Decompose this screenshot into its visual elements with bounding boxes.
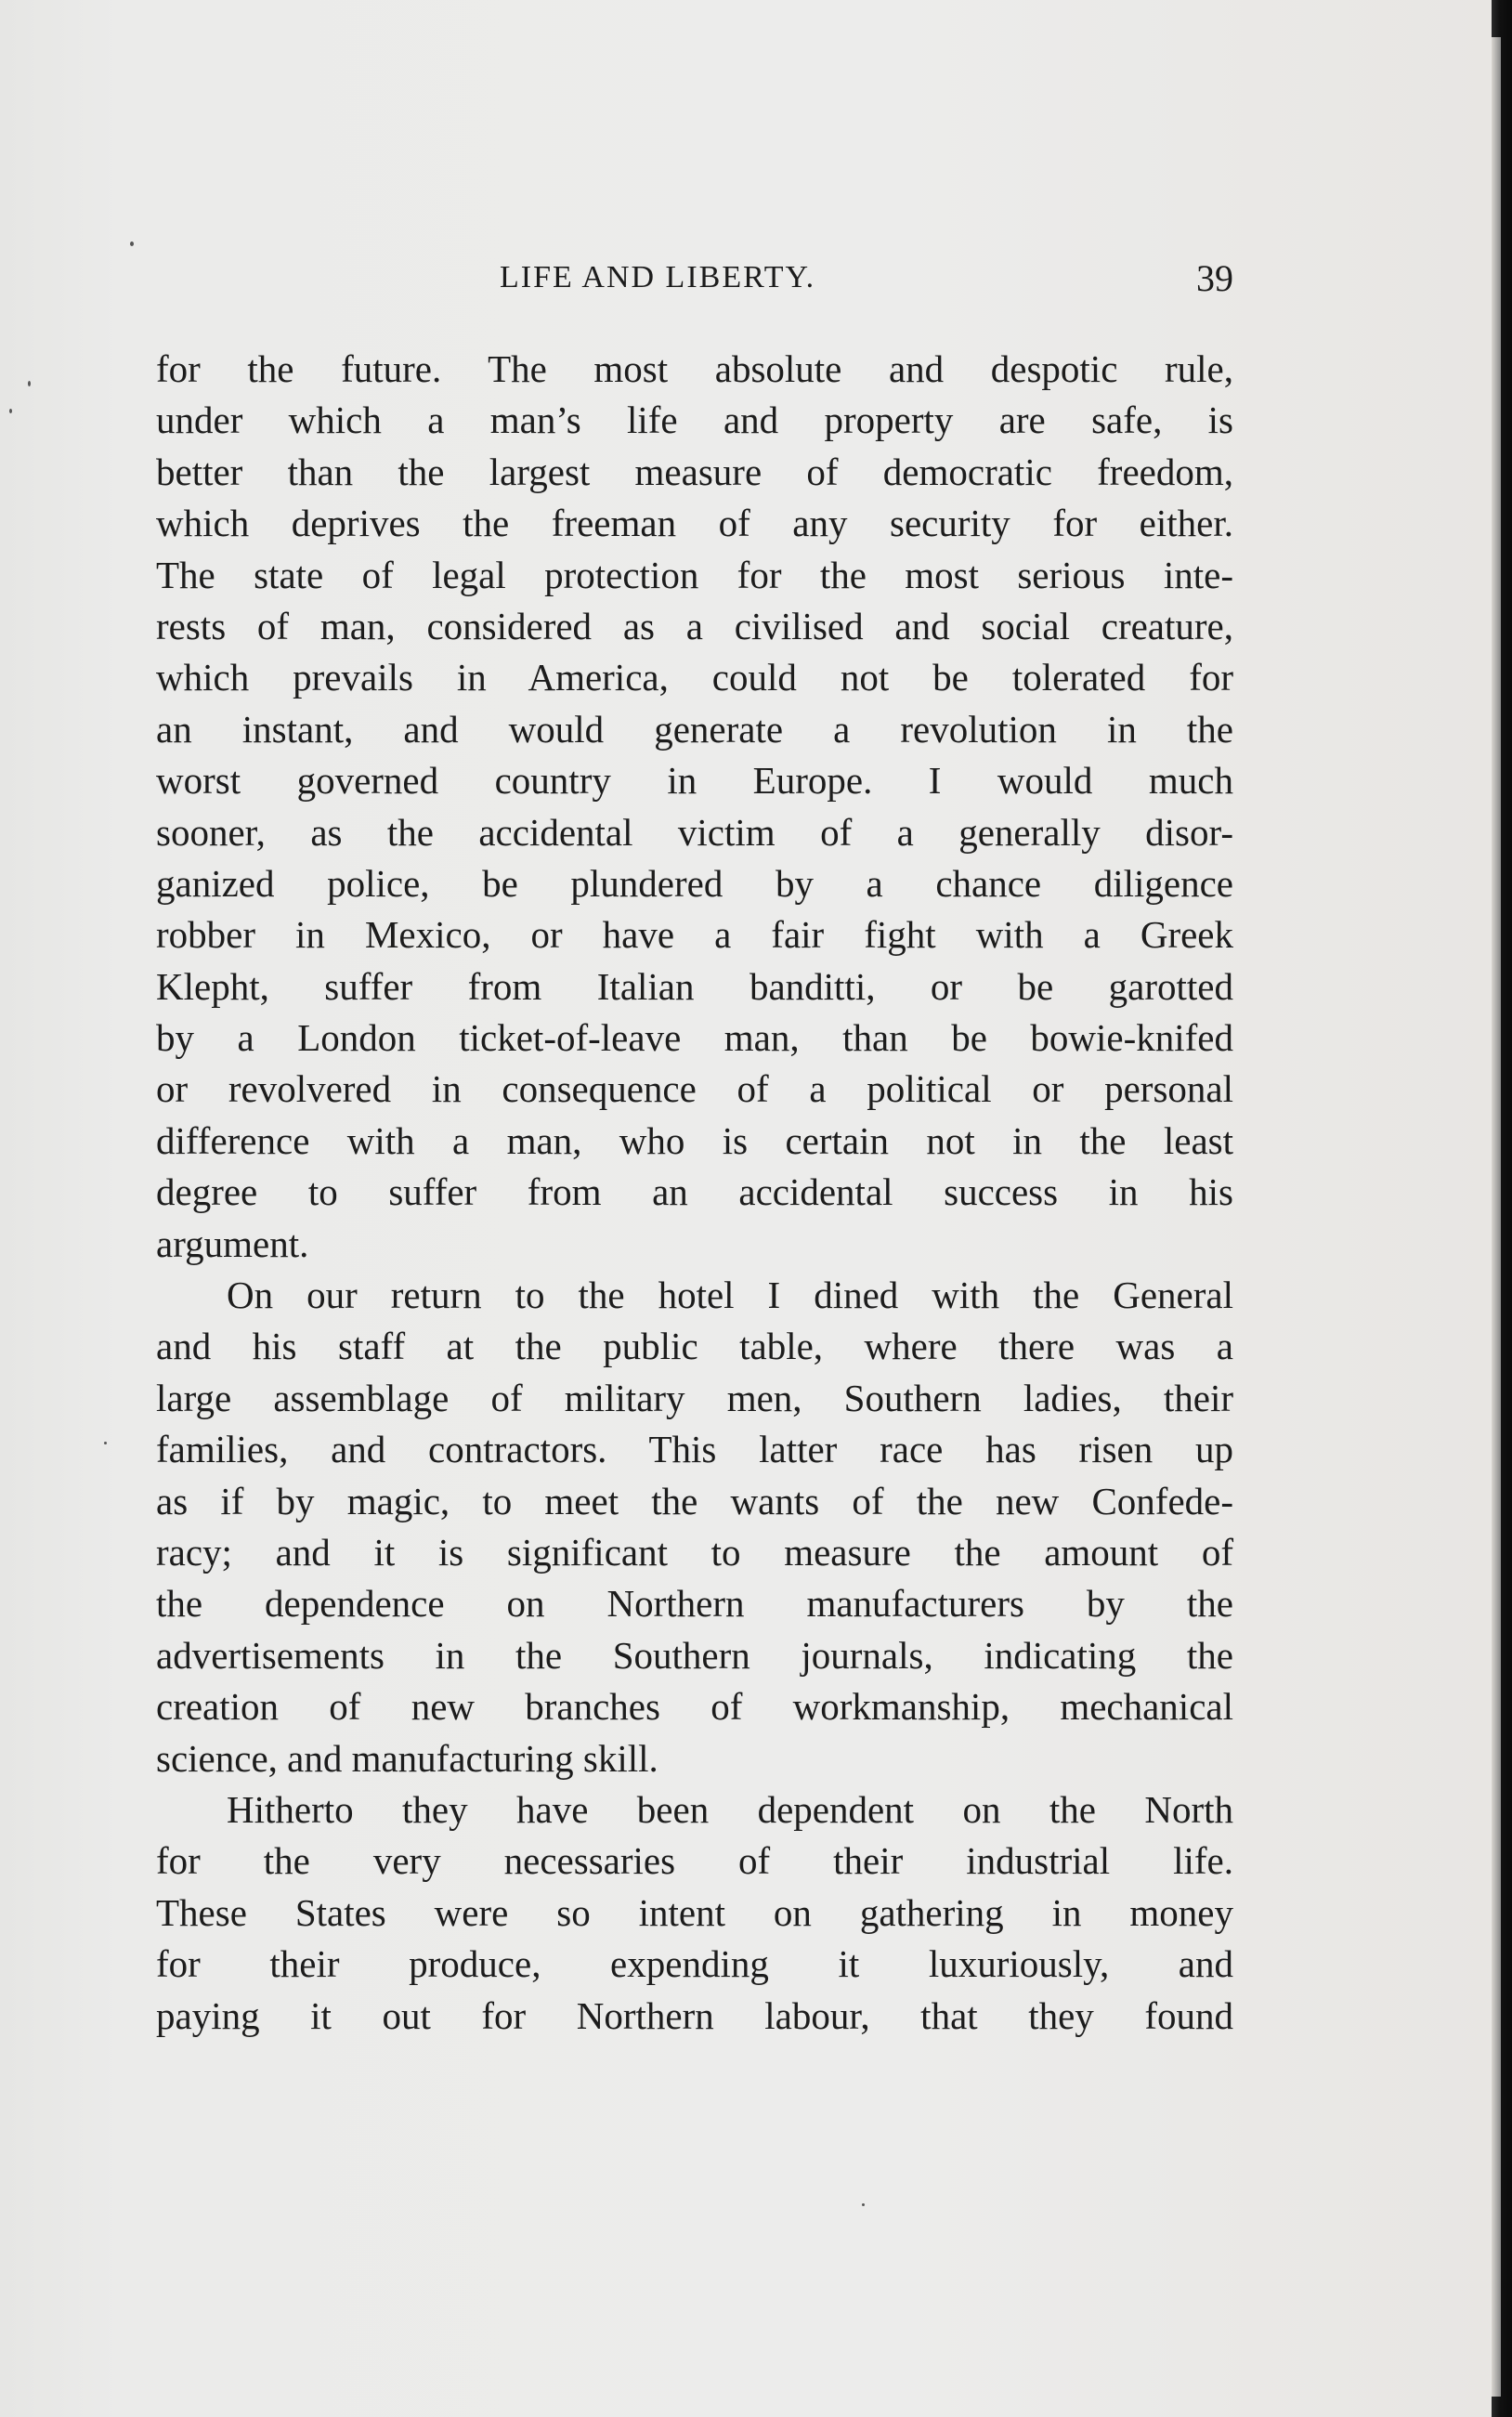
page-edge <box>1492 37 1501 2397</box>
text-line: large assemblage of military men, Southern ladies, their <box>156 1376 1233 1419</box>
text-line: ganized police, be plundered by a chance diligence <box>156 861 1233 905</box>
text-line: creation of new branches of workmanship, mechanical <box>156 1685 1233 1729</box>
text-line: robber in Mexico, or have a fair fight with a Greek <box>156 913 1233 957</box>
text-line: Hitherto they have been dependent on the North <box>227 1787 1233 1831</box>
text-line: which prevails in America, could not be tolerated for <box>156 656 1233 699</box>
text-line: for the very necessaries of their industrial life. <box>156 1839 1233 1883</box>
text-line: or revolvered in consequence of a political or personal <box>156 1067 1233 1111</box>
text-line: families, and contractors. This latter race has risen up <box>156 1428 1233 1471</box>
ink-speck <box>104 1442 107 1444</box>
text-line: worst governed country in Europe. I would much <box>156 759 1233 803</box>
text-line: the dependence on Northern manufacturers by the <box>156 1582 1233 1626</box>
paragraph <box>156 1270 1233 1784</box>
text-line: paying it out for Northern labour, that they found <box>156 1993 1233 2037</box>
ink-speck <box>130 242 134 246</box>
text-line: racy; and it is significant to measure the amount of <box>156 1530 1233 1574</box>
text-line: as if by magic, to meet the wants of the new Confede- <box>156 1479 1233 1522</box>
text-line: for the future. The most absolute and despotic rule, <box>156 347 1233 390</box>
page-edge-shadow <box>1492 0 1512 2417</box>
text-line: under which a man’s life and property are safe, is <box>156 398 1233 442</box>
text-line: an instant, and would generate a revolution in the <box>156 707 1233 751</box>
paragraph <box>156 1784 1233 2042</box>
text-line: for their produce, expending it luxuriously, and <box>156 1942 1233 1986</box>
text-line: On our return to the hotel I dined with the General <box>227 1274 1233 1317</box>
text-line: rests of man, considered as a civilised and social creature, <box>156 604 1233 647</box>
text-line: argument. <box>156 1222 309 1265</box>
text-line: difference with a man, who is certain not in the least <box>156 1118 1233 1162</box>
text-line: Klepht, suffer from Italian banditti, or be garotted <box>156 964 1233 1008</box>
text-line: science, and manufacturing skill. <box>156 1736 658 1780</box>
paragraph <box>156 344 1233 1270</box>
text-line: These States were so intent on gathering in money <box>156 1890 1233 1934</box>
text-line: better than the largest measure of democratic freedom, <box>156 450 1233 493</box>
running-head <box>156 257 1233 307</box>
text-line: by a London ticket-of-leave man, than be bowie-knifed <box>156 1016 1233 1060</box>
text-line: advertisements in the Southern journals, indicating the <box>156 1633 1233 1677</box>
text-line: and his staff at the public table, where there was a <box>156 1325 1233 1368</box>
text-line: The state of legal protection for the most serious inte- <box>156 553 1233 596</box>
text-line: degree to suffer from an accidental success in his <box>156 1170 1233 1214</box>
page-number: 39 <box>1196 257 1233 299</box>
running-title: LIFE AND LIBERTY. <box>500 260 816 294</box>
text-line: sooner, as the accidental victim of a generally disor- <box>156 810 1233 854</box>
ink-speck <box>9 409 12 413</box>
text-line: which deprives the freeman of any security for either. <box>156 502 1233 545</box>
ink-speck <box>28 381 31 386</box>
ink-speck <box>862 2203 865 2206</box>
body-text <box>156 344 1233 2042</box>
